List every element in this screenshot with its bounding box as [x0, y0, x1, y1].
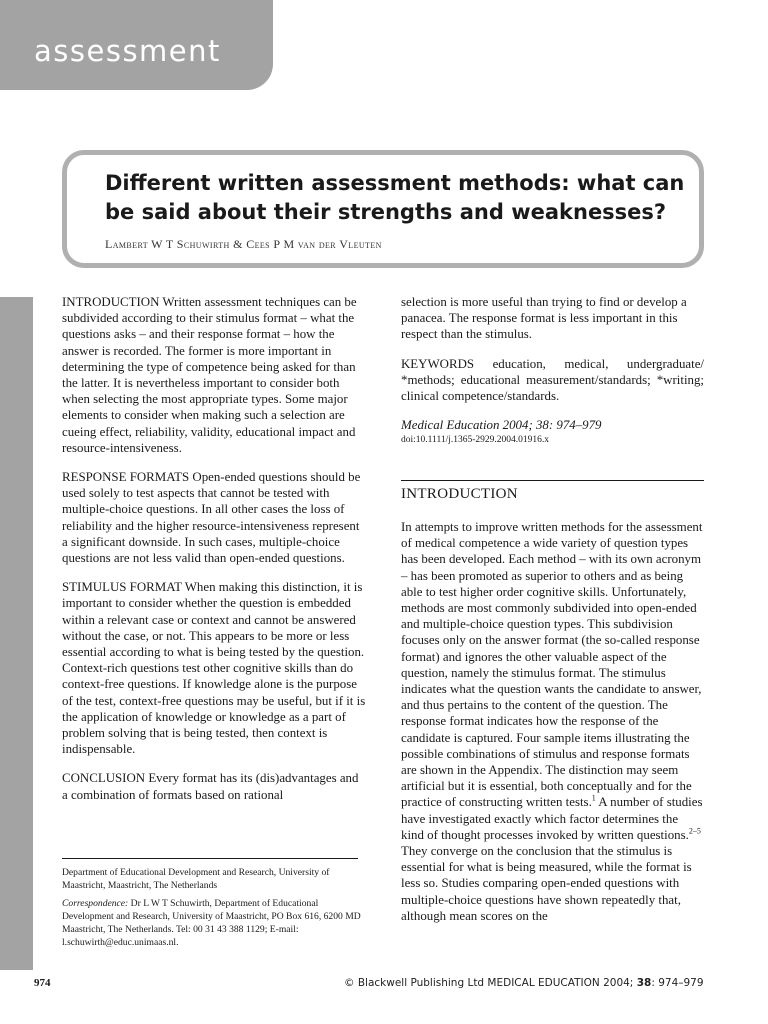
- abstract-keywords: [401, 356, 704, 405]
- volume-number: 38: [636, 977, 652, 989]
- abstract-stimulus-format-heading: STIMULUS FORMAT: [62, 580, 182, 595]
- introduction-heading: INTRODUCTION: [401, 486, 518, 502]
- intro-text-3: They converge on the conclusion that the stimulus is essential for what is being measured, while the format is less so. Studies comparing open-ended questions with multiple-choice questions have shown repeatedly that, although mean scores on the: [401, 844, 692, 923]
- abstract-introduction-text: Written assessment techniques can be subdivided according to their stimulus format – what the questions asks – and their response format – how the answer is recorded. The former is more important in determining the type of competence being asked for than the latter. It is nevertheless important to consider both when selecting the most appropriate types. Some major elements to consider when making such a selection are cueing effect, reliability, validity, educational impact and resource-intensiveness.: [62, 295, 357, 455]
- abstract-stimulus-format: [62, 579, 367, 757]
- abstract-stimulus-format-text: When making this distinction, it is important to consider whether the question is embedded within a relevant case or context and cannot be answered without the case, or not. This appears to be more or less essential according to what is being tested by the question. Context-rich questions test other cognitive skills than do context-free questions. If knowledge alone is the purpose of the test, context-free questions may be useful, but if it is the application of knowledge or knowledge as a part of problem solving that is being tested, then context is indispensable.: [62, 580, 366, 757]
- abstract-response-formats: [62, 469, 367, 566]
- article-title: Different written assessment methods: what can be said about their strengths and weaknesses?: [105, 171, 685, 224]
- journal-reference: Medical Education 2004; 38: 974–979: [401, 418, 602, 433]
- affiliation-department: Department of Educational Development and Research, University of Maastricht, Maastricht, The Netherlands: [62, 867, 330, 891]
- doi: doi:10.1111/j.1365-2929.2004.01916.x: [401, 435, 550, 446]
- side-bar: [0, 297, 33, 970]
- page-number: 974: [34, 977, 51, 989]
- keywords-heading: KEYWORDS: [401, 356, 475, 371]
- intro-text-2: A number of studies have investigated exactly which factor determines the kind of thought processes invoked by written questions.: [401, 795, 703, 842]
- citation-ref: 2–5: [688, 826, 701, 836]
- introduction-paragraph: [401, 519, 704, 924]
- intro-text-1: In attempts to improve written methods for the assessment of medical competence a wide variety of question types has been developed. Each method – with its own acronym – has been promoted as superior to others and as being able to test higher order cognitive skills. Unfortunately, methods are most commonly subdivided into open-ended and multiple-choice question types. This subdivision focuses only on the answer format (the so-called response format) and ignores the other valuable aspect of the question, namely the stimulus format. The stimulus indicates what the question wants the candidate to answer, and thus pertains to the content of the question. The response format indicates how the response of the candidate is captured. Four sample items illustrating the possible combinations of stimulus and response formats are shown in the Appendix. The distinction may seem artificial but it is essential, both conceptually and for the practice of constructing written tests.: [401, 520, 703, 810]
- abstract-conclusion: [62, 770, 367, 802]
- abstract-introduction-heading: INTRODUCTION: [62, 295, 160, 309]
- footer-copyright: [344, 977, 704, 989]
- abstract-introduction: [62, 294, 367, 456]
- abstract-right-column: [401, 294, 704, 446]
- keywords-text: education, medical, undergraduate/ *methods; educational measurement/standards; *writing; clinical competence/standards.: [401, 356, 704, 404]
- abstract-conclusion-heading: CONCLUSION: [62, 771, 146, 786]
- abstract-response-formats-text: Open-ended questions should be used solely to test aspects that cannot be tested with multiple-choice questions. In all other cases the loss of reliability and the higher resource-intensiveness represent a significant downside. In such cases, multiple-choice questions are not less valid than open-ended questions.: [62, 470, 361, 566]
- affiliation-divider: [62, 858, 358, 859]
- abstract-conclusion-text: Every format has its (dis)advantages and a combination of formats based on rational: [62, 771, 359, 802]
- introduction-body: [401, 519, 704, 924]
- affiliation-block: [62, 866, 367, 954]
- title-box: [62, 150, 704, 268]
- section-divider: [401, 480, 704, 481]
- copyright-text: © Blackwell Publishing Ltd MEDICAL EDUCATION 2004;: [344, 977, 634, 989]
- affiliation-correspondence: [62, 897, 367, 949]
- abstract-left-column: [62, 294, 367, 816]
- correspondence-text: Dr L W T Schuwirth, Department of Educational Development and Research, University of Maastricht, PO Box 616, 6200 MD Maastricht, The Netherlands. Tel: 00 31 43 388 1129; E-mail: l.schuwirth@educ.unimaas.nl.: [62, 898, 361, 948]
- article-authors: Lambert W T Schuwirth & Cees P M van der Vleuten: [105, 237, 382, 251]
- section-tab: [0, 0, 273, 90]
- page-range: : 974–979: [651, 977, 704, 989]
- correspondence-label: Correspondence:: [62, 898, 129, 909]
- abstract-conclusion-continued: selection is more useful than trying to find or develop a panacea. The response format is less important in this respect than the stimulus.: [401, 295, 687, 342]
- abstract-response-formats-heading: RESPONSE FORMATS: [62, 470, 190, 485]
- section-label: assessment: [34, 34, 221, 68]
- citation-ref: 1: [591, 794, 596, 804]
